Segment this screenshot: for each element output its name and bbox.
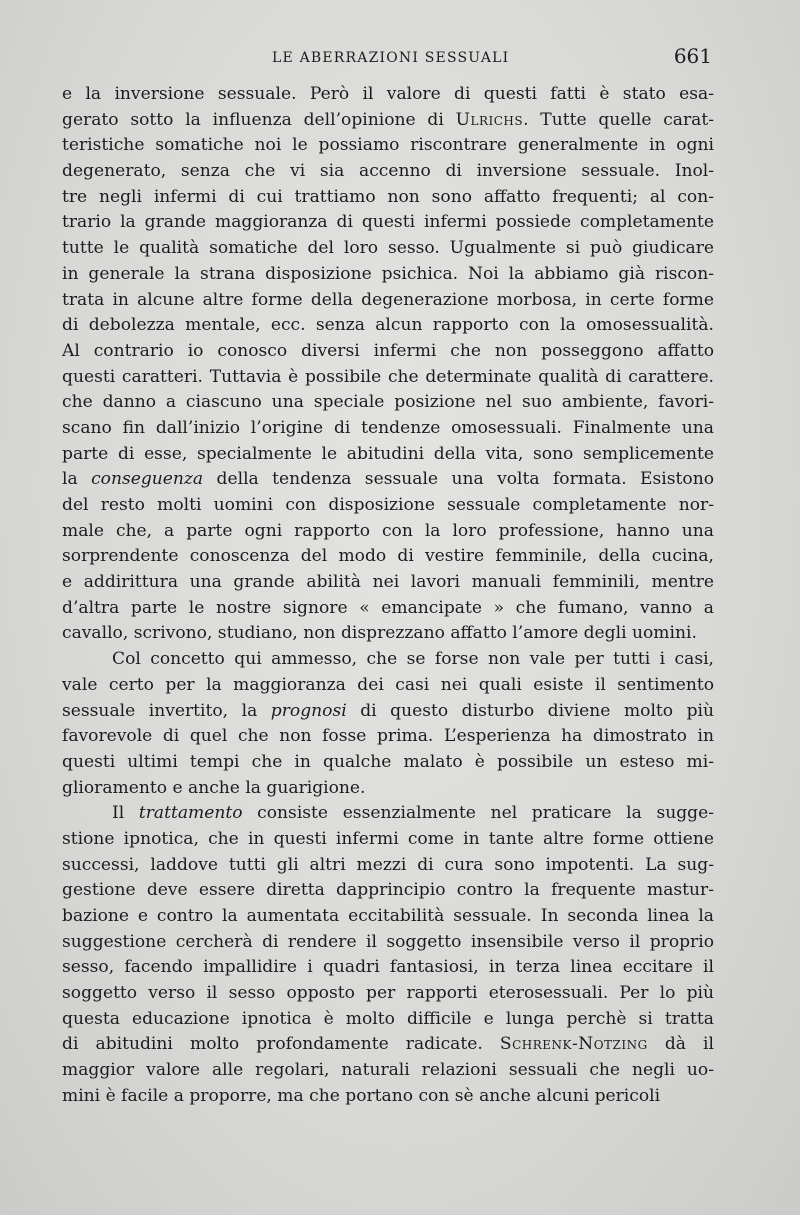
author-name: Ulrichs bbox=[455, 109, 524, 130]
text-line bbox=[62, 159, 714, 185]
text-run: stione ipnotica, che in questi infermi come in tante altre forme ottiene bbox=[62, 828, 714, 849]
text-run: parte di esse, specialmente le abitudini della vita, sono semplicemente bbox=[62, 443, 714, 464]
text-run: suggestione cercherà di rendere il soggetto insensibile verso il proprio bbox=[62, 931, 714, 952]
text-run: bazione e contro la aumentata eccitabilità sessuale. In seconda linea la bbox=[62, 906, 714, 926]
text-run: trario la grande maggioranza di questi infermi possiede completamente bbox=[62, 212, 714, 233]
text-run: e addirittura una grande abilità nei lavori manuali femminili, mentre bbox=[62, 572, 714, 593]
text-line bbox=[62, 570, 714, 596]
text-run: Al contrario io conosco diversi infermi che non posseggono affatto bbox=[62, 340, 714, 361]
text-line bbox=[62, 750, 714, 776]
text-run: e la inversione sessuale. Però il valore di questi fatti è stato esa- bbox=[62, 84, 714, 104]
text-line bbox=[62, 262, 714, 288]
text-run: Col concetto qui ammesso, che se forse non vale per tutti i casi, bbox=[112, 649, 714, 670]
text-line bbox=[62, 442, 714, 468]
text-run: della tendenza sessuale una volta formata. Esistono bbox=[203, 469, 715, 490]
text-run: sessuale invertito, la bbox=[62, 700, 271, 721]
text-run: teristiche somatiche noi le possiamo riscontrare generalmente in ogni bbox=[62, 135, 714, 156]
text-run: di abitudini molto profondamente radicate. bbox=[62, 1034, 500, 1055]
text-run: Il bbox=[112, 803, 139, 824]
text-run: di debolezza mentale, ecc. senza alcun rapporto con la omosessualità. bbox=[62, 315, 714, 336]
text-line bbox=[62, 210, 714, 236]
text-run: questi caratteri. Tuttavia è possibile che determinate qualità di carattere. bbox=[62, 366, 714, 387]
text-run: la bbox=[62, 469, 92, 490]
text-run: glioramento e anche la guarigione. bbox=[62, 777, 366, 798]
text-run: sorprendente conoscenza del modo di vestire femminile, della cucina, bbox=[62, 546, 714, 567]
text-line bbox=[62, 339, 714, 365]
text-line bbox=[62, 981, 714, 1007]
text-run: soggetto verso il sesso opposto per rapporti eterosessuali. Per lo più bbox=[62, 983, 714, 1004]
text-line bbox=[62, 1058, 714, 1084]
text-line bbox=[62, 878, 714, 904]
text-run: in generale la strana disposizione psichica. Noi la abbiamo già riscon- bbox=[62, 263, 714, 284]
text-run: maggior valore alle regolari, naturali relazioni sessuali che negli uo- bbox=[62, 1060, 714, 1081]
text-line bbox=[62, 288, 714, 314]
text-run: del resto molti uomini con disposizione sessuale completamente nor- bbox=[62, 495, 714, 515]
text-run: tre negli infermi di cui trattiamo non sono affatto frequenti; al con- bbox=[62, 186, 714, 207]
text-line bbox=[62, 904, 714, 930]
text-run: favorevole di quel che non fosse prima. L’esperienza ha dimostrato in bbox=[62, 726, 714, 747]
running-title: LE ABERRAZIONI SESSUALI bbox=[272, 50, 510, 66]
text-line bbox=[62, 827, 714, 853]
text-line bbox=[62, 1032, 714, 1058]
emphasized-term: conseguenza bbox=[91, 469, 204, 490]
text-run: cavallo, scrivono, studiano, non disprezzano affatto l’amore degli uomini. bbox=[62, 623, 697, 644]
text-run: trata in alcune altre forme della degenerazione morbosa, in certe forme bbox=[62, 289, 714, 310]
text-line bbox=[62, 544, 714, 570]
text-line bbox=[62, 1007, 714, 1033]
text-line bbox=[62, 699, 714, 725]
body-text bbox=[62, 82, 714, 1110]
emphasized-term: trattamento bbox=[138, 803, 243, 824]
text-line bbox=[62, 416, 714, 442]
text-line bbox=[62, 467, 714, 493]
text-line bbox=[62, 82, 714, 108]
text-line bbox=[62, 776, 714, 802]
text-run: di questo disturbo diviene molto più bbox=[346, 700, 715, 721]
page-number: 661 bbox=[673, 44, 712, 68]
text-line bbox=[62, 365, 714, 391]
text-line bbox=[62, 390, 714, 416]
text-run: . Tutte quelle carat- bbox=[523, 109, 714, 130]
text-run: questi ultimi tempi che in qualche malato è possibile un esteso mi- bbox=[62, 751, 714, 772]
text-line bbox=[62, 801, 714, 827]
text-line bbox=[62, 236, 714, 262]
text-line bbox=[62, 853, 714, 879]
text-line bbox=[62, 493, 714, 519]
text-line bbox=[62, 108, 714, 134]
text-run: scano fin dall’inizio l’origine di tendenze omosessuali. Finalmente una bbox=[62, 417, 714, 438]
text-line bbox=[62, 133, 714, 159]
text-run: gerato sotto la influenza dell’opinione di bbox=[62, 109, 456, 130]
text-line bbox=[62, 596, 714, 622]
text-line bbox=[62, 519, 714, 545]
text-run: successi, laddove tutti gli altri mezzi di cura sono impotenti. La sug- bbox=[62, 854, 714, 875]
text-line bbox=[62, 313, 714, 339]
text-run: questa educazione ipnotica è molto difficile e lunga perchè si tratta bbox=[62, 1008, 714, 1029]
text-line bbox=[62, 647, 714, 673]
text-run: sesso, facendo impallidire i quadri fantasiosi, in terza linea eccitare il bbox=[62, 957, 714, 978]
text-run: d’altra parte le nostre signore « emancipate » che fumano, vanno a bbox=[62, 597, 714, 618]
text-line bbox=[62, 930, 714, 956]
text-run: vale certo per la maggioranza dei casi nei quali esiste il sentimento bbox=[62, 674, 714, 695]
page-header bbox=[60, 44, 712, 74]
text-line bbox=[62, 185, 714, 211]
text-line bbox=[62, 724, 714, 750]
text-run: male che, a parte ogni rapporto con la loro professione, hanno una bbox=[62, 520, 714, 541]
text-run: tutte le qualità somatiche del loro sesso. Ugualmente si può giudicare bbox=[62, 238, 714, 259]
text-run: consiste essenzialmente nel praticare la sugge- bbox=[242, 803, 714, 824]
text-run: che danno a ciascuno una speciale posizione nel suo ambiente, favori- bbox=[62, 392, 714, 413]
text-line bbox=[62, 673, 714, 699]
text-line bbox=[62, 1084, 714, 1110]
text-run: dà il bbox=[647, 1034, 714, 1055]
text-line bbox=[62, 955, 714, 981]
text-run: gestione deve essere diretta dapprincipio contro la frequente mastur- bbox=[62, 880, 714, 901]
text-run: degenerato, senza che vi sia accenno di inversione sessuale. Inol- bbox=[62, 161, 714, 182]
emphasized-term: prognosi bbox=[270, 700, 347, 721]
text-line bbox=[62, 621, 714, 647]
author-name: Schrenk-Notzing bbox=[499, 1034, 648, 1055]
text-run: mini è facile a proporre, ma che portano con sè anche alcuni pericoli bbox=[62, 1085, 661, 1106]
